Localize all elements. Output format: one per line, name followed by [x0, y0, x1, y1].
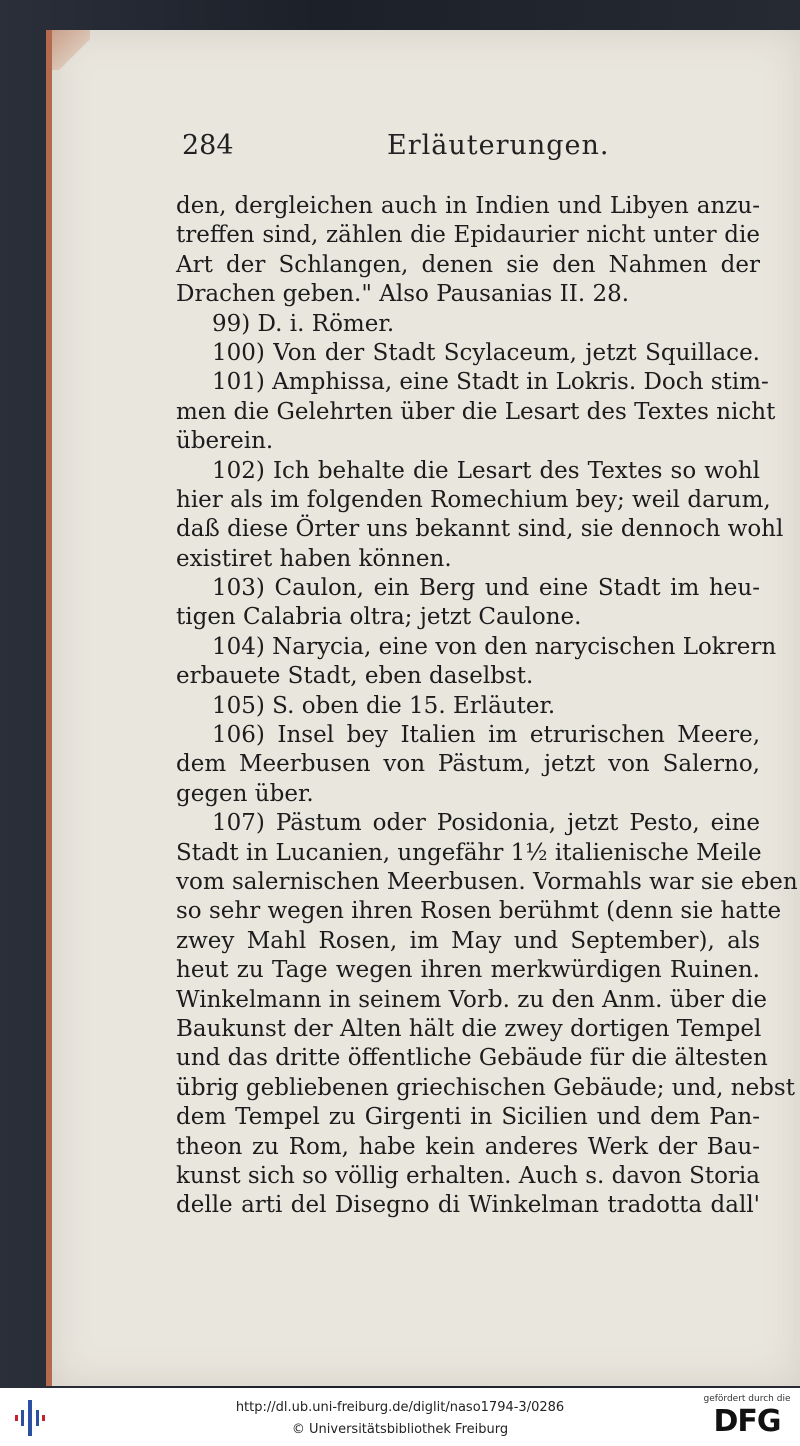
text-line: übrig gebliebenen griechischen Gebäude; und, nebst	[176, 1074, 795, 1101]
note-105: 105) S. oben die 15. Erläuter.	[212, 692, 556, 719]
note-100: 100) Von der Stadt Scylaceum, jetzt Squillace.	[212, 339, 760, 366]
note-101: 101) Amphissa, eine Stadt in Lokris. Doch stim-	[212, 369, 769, 396]
copyright-notice: © Universitätsbibliothek Freiburg	[291, 1422, 509, 1437]
text-line: Baukunst der Alten hält die zwey dortigen Tempel	[176, 1015, 762, 1042]
text-line: delle arti del Disegno di Winkelman tradotta dall'	[176, 1192, 760, 1219]
note-104: 104) Narycia, eine von den narycischen Lokrern	[212, 633, 777, 660]
body-text	[176, 192, 798, 1221]
page-number: 284	[182, 130, 234, 161]
note-106: 106) Insel bey Italien im etrurischen Meere,	[212, 722, 760, 749]
dfg-mark: DFG	[713, 1404, 781, 1439]
text-line: und das dritte öffentliche Gebäude für die ältesten	[176, 1045, 768, 1072]
viewer-footer	[0, 1388, 800, 1446]
note-107: 107) Pästum oder Posidonia, jetzt Pesto, eine	[212, 810, 760, 837]
text-line: erbauete Stadt, eben daselbst.	[176, 663, 534, 690]
note-99: 99) D. i. Römer.	[212, 310, 395, 337]
dfg-caption: gefördert durch die	[703, 1394, 791, 1404]
text-line: vom salernischen Meerbusen. Vormahls war sie eben	[176, 868, 798, 895]
text-line: existiret haben können.	[176, 545, 452, 572]
text-line: Winkelmann in seinem Vorb. zu den Anm. über die	[176, 986, 767, 1013]
running-head-title: Erläuterungen.	[387, 130, 610, 161]
text-line: daß diese Örter uns bekannt sind, sie dennoch wohl	[176, 516, 784, 543]
text-line: so sehr wegen ihren Rosen berühmt (denn sie hatte	[176, 898, 782, 925]
dfg-logo	[700, 1394, 794, 1442]
text-line: gegen über.	[176, 780, 314, 807]
page-corner-fold	[52, 30, 90, 70]
text-line: treffen sind, zählen die Epidaurier nicht unter die	[176, 222, 760, 249]
running-head	[182, 130, 762, 170]
text-line: den, dergleichen auch in Indien und Libyen anzu-	[176, 193, 760, 219]
text-line: tigen Calabria oltra; jetzt Caulone.	[176, 604, 582, 631]
text-line: Drachen geben." Also Pausanias II. 28.	[176, 281, 630, 308]
text-line: hier als im folgenden Romechium bey; weil darum,	[176, 486, 771, 513]
text-line: theon zu Rom, habe kein anderes Werk der Bau-	[176, 1133, 760, 1160]
text-line: Art der Schlangen, denen sie den Nahmen der	[176, 251, 760, 278]
text-line: Stadt in Lucanien, ungefähr 1½ italienische Meile	[176, 839, 762, 866]
text-line: men die Gelehrten über die Lesart des Textes nicht	[176, 398, 776, 425]
text-line: heut zu Tage wegen ihren merkwürdigen Ruinen.	[176, 957, 760, 984]
note-102: 102) Ich behalte die Lesart des Textes so wohl	[212, 457, 760, 484]
text-line: zwey Mahl Rosen, im May und September), als	[176, 927, 760, 954]
text-line: überein.	[176, 428, 274, 455]
note-103: 103) Caulon, ein Berg und eine Stadt im heu-	[212, 575, 760, 602]
text-line: dem Meerbusen von Pästum, jetzt von Salerno,	[176, 751, 760, 778]
text-line: dem Tempel zu Girgenti in Sicilien und dem Pan-	[176, 1104, 760, 1131]
text-line: kunst sich so völlig erhalten. Auch s. davon Storia	[176, 1162, 760, 1189]
permalink-url[interactable]: http://dl.ub.uni-freiburg.de/diglit/naso1794-3/0286	[235, 1400, 565, 1415]
